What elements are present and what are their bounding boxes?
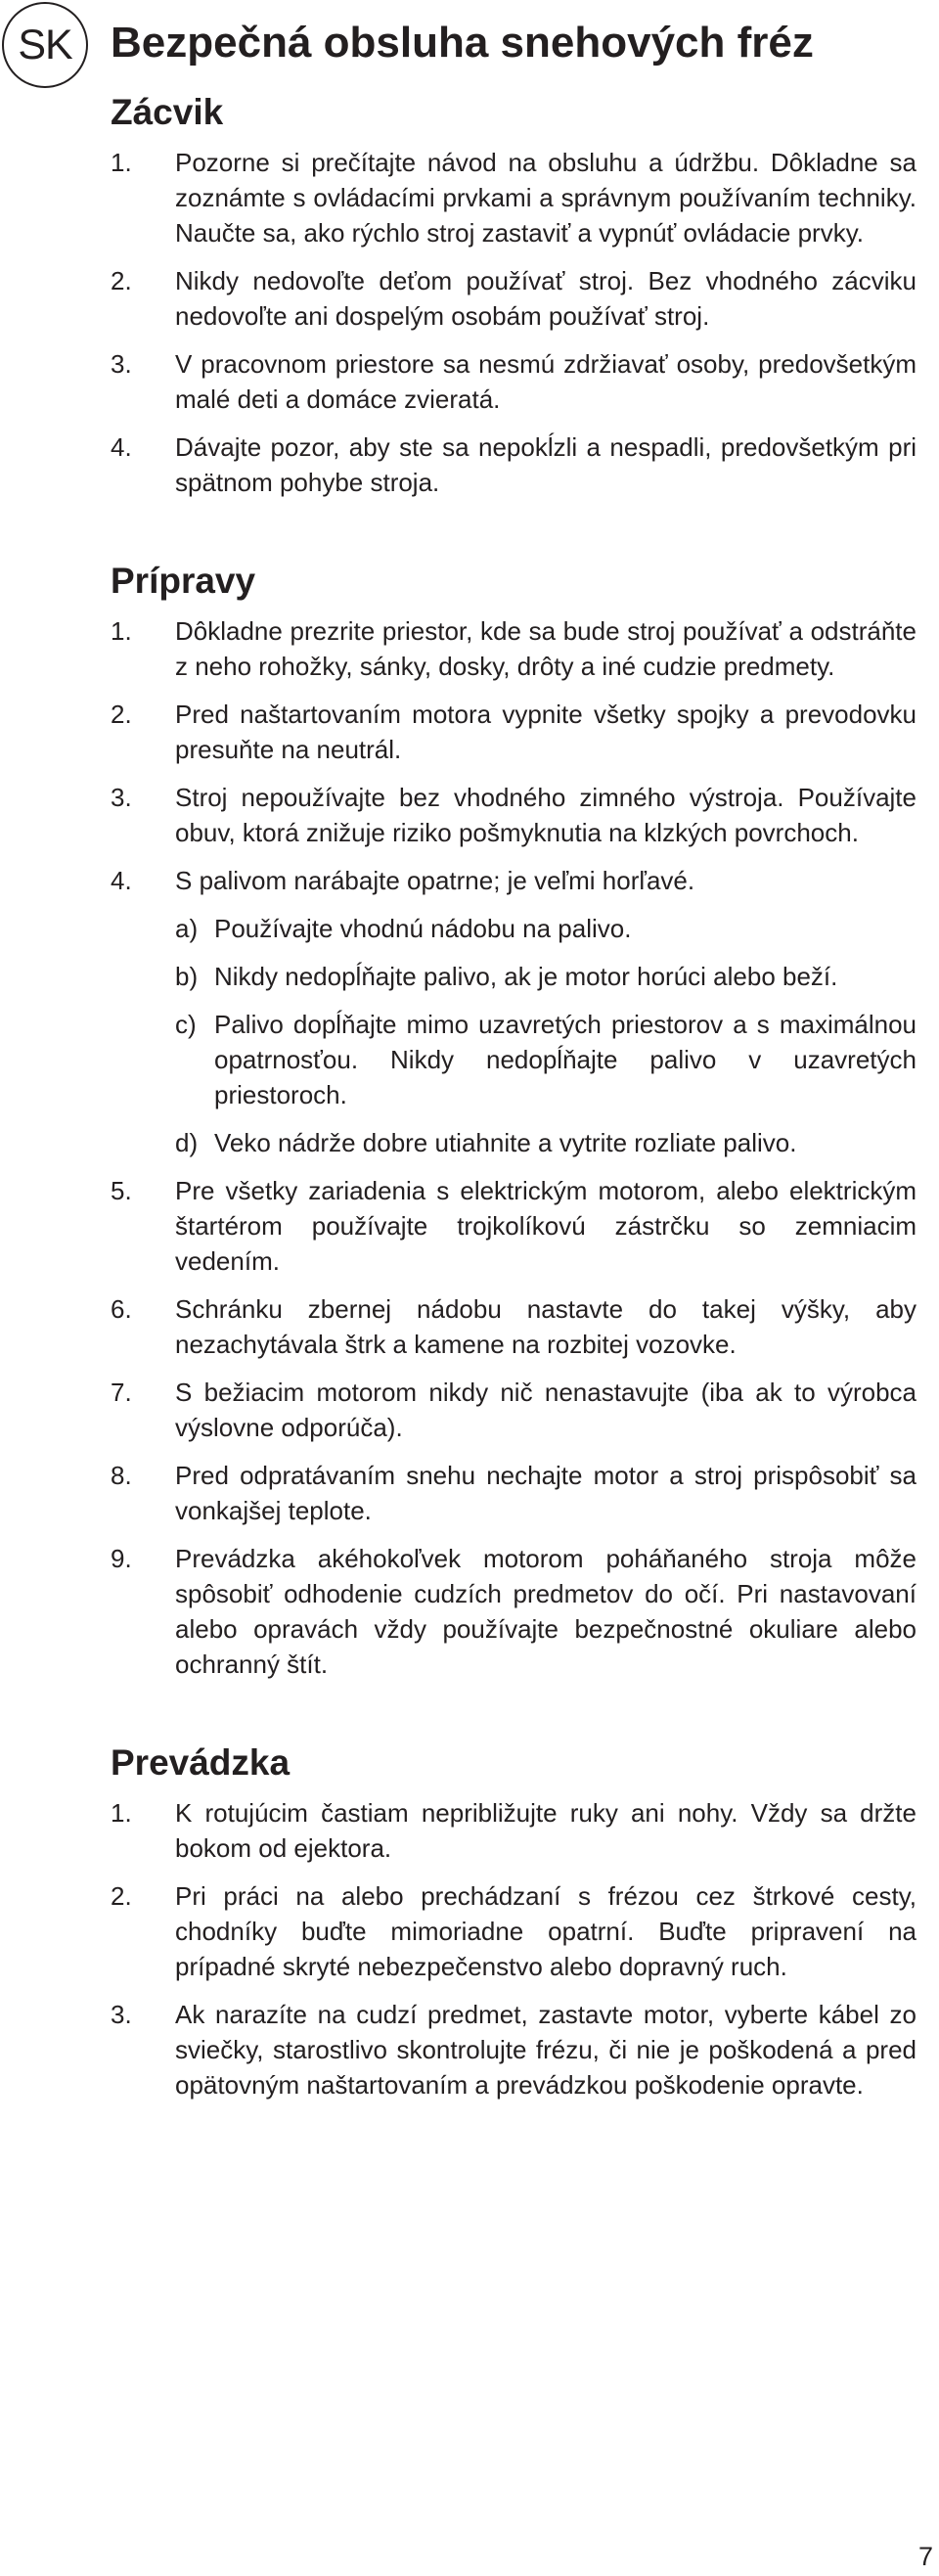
item-text: Dôkladne prezrite priestor, kde sa bude stroj používať a odstráňte z neho rohožky, sánky, dosky, drôty a iné cudzie predmety. <box>175 616 917 681</box>
list-item <box>111 263 917 334</box>
list-item <box>111 1375 917 1445</box>
item-number: 4. <box>111 866 132 895</box>
item-text: S palivom narábajte opatrne; je veľmi horľavé. <box>175 866 695 895</box>
item-number: 1. <box>111 616 132 646</box>
list-item <box>111 1878 917 1984</box>
section-training <box>111 88 917 500</box>
item-number: 2. <box>111 700 132 729</box>
item-text: Pozorne si prečítajte návod na obsluhu a údržbu. Dôkladne sa zoznámte s ovládacími prvkami a správnym používaním techniky. Naučte sa, ako rýchlo stroj zastaviť a vypnúť ovládacie prvky. <box>175 148 917 248</box>
list-item <box>111 1458 917 1528</box>
sub-item-label: c) <box>175 1010 197 1039</box>
sub-list-item <box>175 959 917 994</box>
list-item <box>111 1173 917 1279</box>
section-heading: Zácvik <box>111 92 224 132</box>
item-number: 8. <box>111 1461 132 1490</box>
item-number: 4. <box>111 432 132 462</box>
section-heading: Prípravy <box>111 561 256 601</box>
sub-item-text: Používajte vhodnú nádobu na palivo. <box>214 914 632 943</box>
item-text: Pre všetky zariadenia s elektrickým motorom, alebo elektrickým štartérom používajte trojkolíkovú zástrčku so zemniacim vedením. <box>175 1176 917 1276</box>
list-item <box>111 429 917 500</box>
item-text: S bežiacim motorom nikdy nič nenastavujte (iba ak to výrobca výslovne odporúča). <box>175 1378 917 1442</box>
item-text: Pri práci na alebo prechádzaní s frézou cez štrkové cesty, chodníky buďte mimoriadne opatrní. Buďte pripravení na prípadné skryté nebezpečenstvo alebo dopravný ruch. <box>175 1881 917 1981</box>
list-item <box>111 613 917 684</box>
list-item <box>111 346 917 417</box>
item-text: Stroj nepoužívajte bez vhodného zimného výstroja. Používajte obuv, ktorá znižuje riziko pošmyknutia na klzkých povrchoch. <box>175 783 917 847</box>
item-number: 9. <box>111 1544 132 1573</box>
item-text: V pracovnom priestore sa nesmú zdržiavať osoby, predovšetkým malé deti a domáce zvieratá. <box>175 349 917 414</box>
sub-list-item <box>175 911 917 946</box>
list-item <box>111 1997 917 2102</box>
item-text: K rotujúcim častiam nepribližujte ruky ani nohy. Vždy sa držte bokom od ejektora. <box>175 1798 917 1863</box>
sub-item-label: a) <box>175 914 199 943</box>
list-item <box>111 145 917 250</box>
sub-list <box>175 911 917 1160</box>
numbered-list <box>111 1795 917 2102</box>
item-number: 2. <box>111 266 132 295</box>
list-item <box>111 1541 917 1682</box>
list-item <box>111 697 917 767</box>
sub-item-text: Palivo dopĺňajte mimo uzavretých priestorov a s maximálnou opatrnosťou. Nikdy nedopĺňajte palivo v uzavretých priestoroch. <box>214 1010 917 1109</box>
sub-list-item <box>175 1125 917 1160</box>
sub-item-label: d) <box>175 1128 199 1157</box>
item-number: 7. <box>111 1378 132 1407</box>
list-item <box>111 780 917 850</box>
list-item <box>111 1291 917 1362</box>
section-operation <box>111 1739 917 2102</box>
item-number: 3. <box>111 349 132 379</box>
language-badge <box>2 2 88 88</box>
item-number: 6. <box>111 1294 132 1324</box>
sub-item-text: Veko nádrže dobre utiahnite a vytrite rozliate palivo. <box>214 1128 797 1157</box>
list-item <box>111 863 917 1160</box>
item-number: 1. <box>111 148 132 177</box>
section-heading: Prevádzka <box>111 1742 291 1783</box>
item-number: 5. <box>111 1176 132 1205</box>
item-text: Schránku zbernej nádobu nastavte do takej výšky, aby nezachytávala štrk a kamene na rozbitej vozovke. <box>175 1294 917 1359</box>
item-text: Pred naštartovaním motora vypnite všetky spojky a prevodovku presuňte na neutrál. <box>175 700 917 764</box>
item-text: Prevádzka akéhokoľvek motorom poháňaného stroja môže spôsobiť odhodenie cudzích predmetov do očí. Pri nastavovaní alebo opravách vždy používajte bezpečnostné okuliare alebo ochranný štít. <box>175 1544 917 1679</box>
item-number: 1. <box>111 1798 132 1828</box>
page-number: 7 <box>917 2542 933 2571</box>
item-number: 2. <box>111 1881 132 1911</box>
page-title: Bezpečná obsluha snehových fréz <box>111 19 814 67</box>
numbered-list <box>111 613 917 1682</box>
section-preparation <box>111 557 917 1682</box>
item-text: Nikdy nedovoľte deťom používať stroj. Bez vhodného zácviku nedovoľte ani dospelým osobám používať stroj. <box>175 266 917 331</box>
item-text: Ak narazíte na cudzí predmet, zastavte motor, vyberte kábel zo sviečky, starostlivo skontrolujte frézu, či nie je poškodená a pred opätovným naštartovaním a prevádzkou poškodenie opravte. <box>175 2000 917 2100</box>
item-number: 3. <box>111 2000 132 2029</box>
sub-item-text: Nikdy nedopĺňajte palivo, ak je motor horúci alebo beží. <box>214 962 838 991</box>
language-code: SK <box>18 21 72 68</box>
sub-item-label: b) <box>175 962 199 991</box>
document-body <box>111 88 917 2159</box>
item-text: Pred odpratávaním snehu nechajte motor a stroj prispôsobiť sa vonkajšej teplote. <box>175 1461 917 1525</box>
sub-list-item <box>175 1007 917 1112</box>
list-item <box>111 1795 917 1866</box>
numbered-list <box>111 145 917 500</box>
item-text: Dávajte pozor, aby ste sa nepokĺzli a nespadli, predovšetkým pri spätnom pohybe stroja. <box>175 432 917 497</box>
item-number: 3. <box>111 783 132 812</box>
